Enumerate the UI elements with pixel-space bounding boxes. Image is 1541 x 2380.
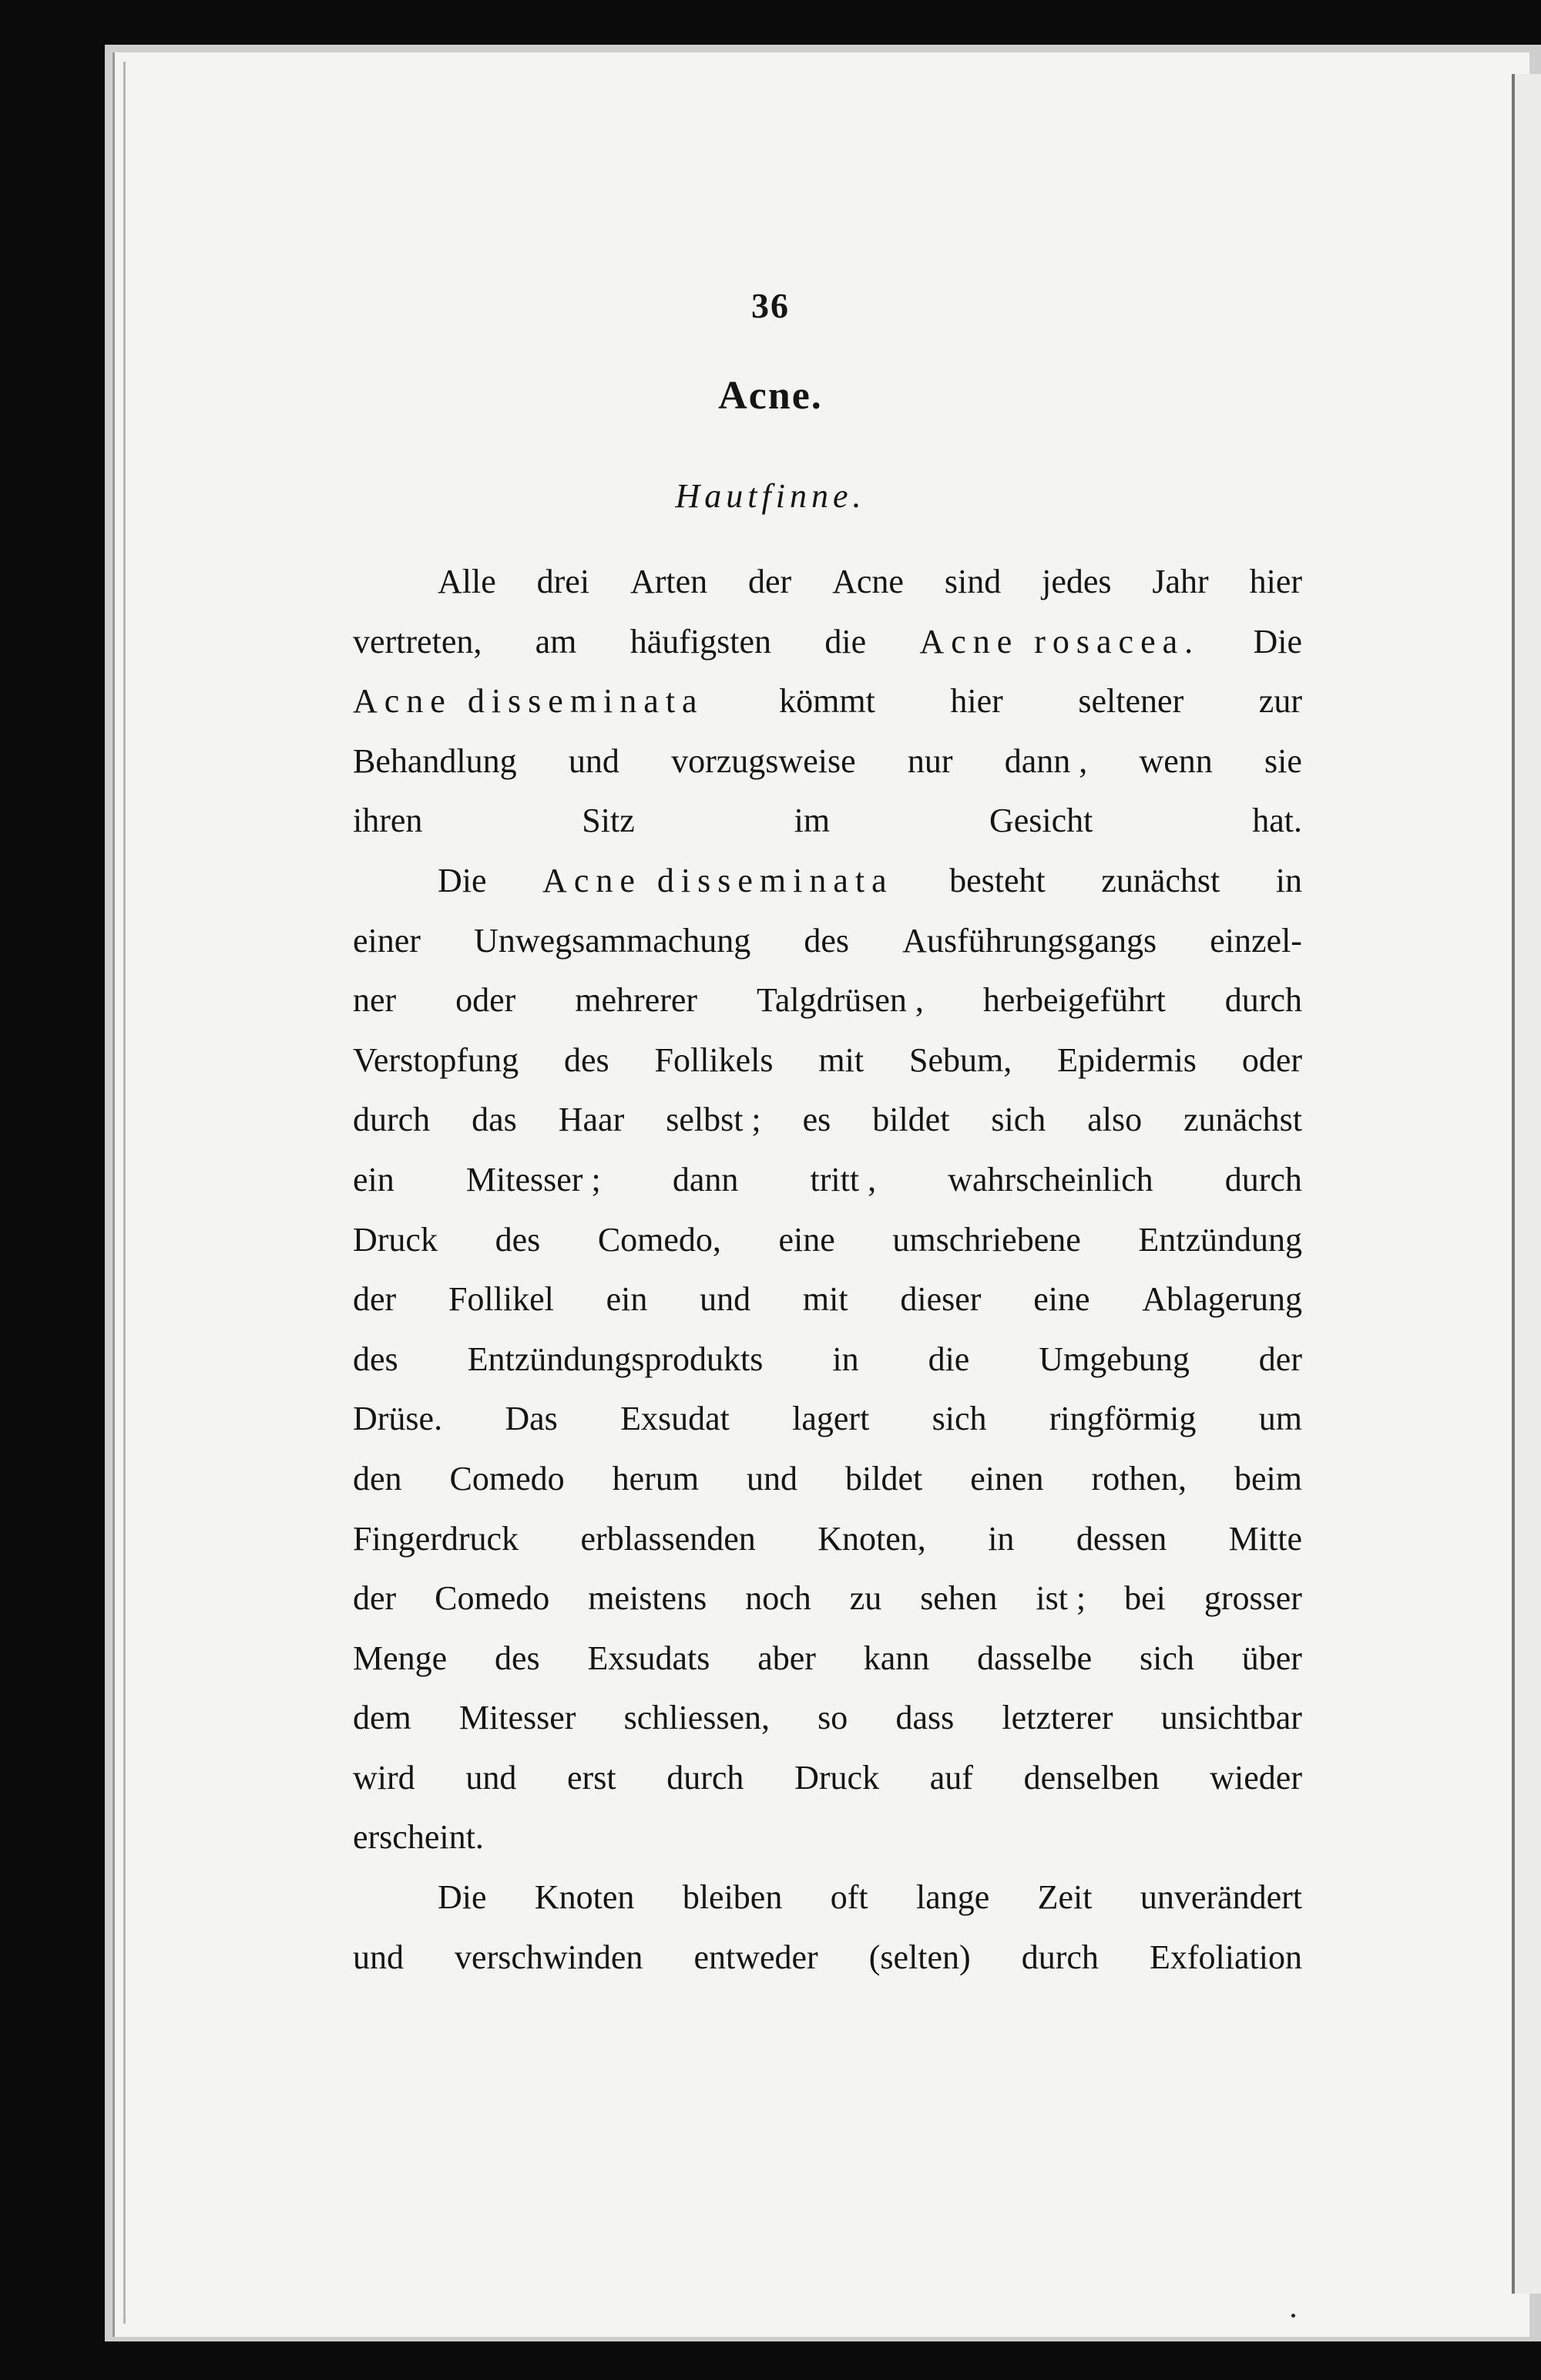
word: am xyxy=(535,622,577,661)
word: das xyxy=(472,1101,517,1139)
word: oder xyxy=(455,981,516,1020)
text-line xyxy=(353,1449,1302,1509)
word: die xyxy=(824,622,867,661)
word: mit xyxy=(818,1040,865,1079)
word: ein xyxy=(606,1280,648,1319)
word: der xyxy=(748,563,792,600)
word: Jahr xyxy=(1152,563,1209,600)
page-number: 36 xyxy=(751,286,790,325)
word: mit xyxy=(802,1280,848,1319)
chapter-title: Acne. xyxy=(718,374,823,418)
word: tritt , xyxy=(810,1160,877,1198)
word: und xyxy=(353,1938,404,1976)
word: erblassenden xyxy=(580,1519,756,1558)
word: Acne disseminata xyxy=(353,682,704,721)
word: oder xyxy=(1241,1040,1302,1079)
word: hier xyxy=(1249,563,1302,600)
word: dem xyxy=(353,1699,411,1737)
word: um xyxy=(1258,1400,1302,1438)
word: über xyxy=(1241,1639,1302,1677)
word: Die xyxy=(438,861,487,899)
word: zunächst xyxy=(1101,861,1220,899)
text-line xyxy=(353,1867,1302,1928)
word: Mitesser ; xyxy=(465,1160,601,1198)
word: in xyxy=(832,1340,859,1378)
word: sind xyxy=(944,563,1002,600)
text-line xyxy=(353,552,1302,612)
text-line xyxy=(353,1748,1302,1808)
word: dann xyxy=(672,1160,739,1198)
text-line xyxy=(353,612,1302,672)
word: des xyxy=(804,921,850,960)
word: besteht xyxy=(949,861,1046,899)
word: Behandlung xyxy=(353,741,517,780)
word: Exfoliation xyxy=(1149,1938,1302,1976)
word: schliessen, xyxy=(623,1699,770,1737)
text-line xyxy=(353,731,1302,792)
word: wieder xyxy=(1210,1758,1302,1797)
word: Druck xyxy=(794,1758,880,1797)
text-line xyxy=(353,1928,1302,1988)
word: auf xyxy=(929,1758,973,1797)
word: durch xyxy=(1021,1938,1099,1976)
word: Follikel xyxy=(448,1280,554,1319)
word: durch xyxy=(666,1758,744,1797)
word: Exsudats xyxy=(587,1639,710,1677)
word: aber xyxy=(757,1639,816,1677)
word: Unwegsammachung xyxy=(474,921,751,960)
word: zu xyxy=(849,1579,882,1618)
word: lagert xyxy=(792,1400,870,1438)
word: hat. xyxy=(1252,802,1302,840)
word: Comedo xyxy=(435,1579,550,1618)
word: Talgdrüsen , xyxy=(757,981,924,1020)
word: zur xyxy=(1258,682,1302,721)
word: und xyxy=(465,1758,517,1797)
text-line xyxy=(353,851,1302,911)
word: Mitte xyxy=(1228,1519,1302,1558)
word: noch xyxy=(745,1579,811,1618)
word: Haar xyxy=(558,1101,625,1139)
word: und xyxy=(568,741,619,780)
word: bildet xyxy=(872,1101,950,1139)
word: Ablagerung xyxy=(1142,1280,1302,1319)
word: Knoten, xyxy=(818,1519,926,1558)
word: einer xyxy=(353,921,421,960)
word: eine xyxy=(778,1220,835,1259)
word: die xyxy=(928,1340,970,1378)
text-line xyxy=(353,1629,1302,1689)
text-line xyxy=(353,1210,1302,1270)
word: Alle xyxy=(438,563,496,600)
word: Knoten xyxy=(534,1878,635,1917)
word: dass xyxy=(895,1699,955,1737)
text-line xyxy=(353,970,1302,1030)
word: vorzugsweise xyxy=(671,741,856,780)
word: umschriebene xyxy=(892,1220,1081,1259)
word: einzel- xyxy=(1210,921,1302,960)
word: Sebum, xyxy=(908,1040,1012,1079)
word: einen xyxy=(970,1459,1044,1498)
word: ihren xyxy=(353,802,423,840)
word: Umgebung xyxy=(1039,1340,1190,1378)
word: Die xyxy=(438,1878,487,1917)
word: drei xyxy=(536,563,590,600)
word: bleiben xyxy=(682,1878,783,1917)
word: sich xyxy=(932,1400,987,1438)
word: Mitesser xyxy=(458,1699,576,1737)
word: selbst ; xyxy=(666,1101,761,1139)
word: so xyxy=(818,1699,848,1737)
word: Sitz xyxy=(582,802,635,840)
word: jedes xyxy=(1042,563,1112,600)
word: verschwinden xyxy=(455,1938,643,1976)
word: rothen, xyxy=(1091,1459,1187,1498)
word: sich xyxy=(1140,1639,1194,1677)
word: kömmt xyxy=(779,682,875,721)
word: also xyxy=(1087,1101,1143,1139)
word: Exsudat xyxy=(620,1400,730,1438)
text-line xyxy=(353,911,1302,971)
word: ner xyxy=(353,981,397,1020)
word: Drüse. xyxy=(353,1400,443,1438)
word: Arten xyxy=(629,563,708,600)
word: letzterer xyxy=(1002,1699,1113,1737)
word: beim xyxy=(1234,1459,1302,1498)
word: Comedo xyxy=(449,1459,565,1498)
word: dieser xyxy=(900,1280,982,1319)
word: vertreten, xyxy=(353,622,482,661)
word: des xyxy=(353,1340,398,1378)
body-text xyxy=(353,552,1302,1987)
word: Follikels xyxy=(654,1040,774,1079)
word: seltener xyxy=(1078,682,1184,721)
word: Entzündung xyxy=(1138,1220,1302,1259)
word: zunächst xyxy=(1183,1101,1302,1139)
word: ringförmig xyxy=(1049,1400,1197,1438)
word: des xyxy=(563,1040,609,1079)
word: Ausführungsgangs xyxy=(902,921,1157,960)
word: Acne rosacea. xyxy=(919,622,1200,661)
word: unsichtbar xyxy=(1160,1699,1302,1737)
word: häufigsten xyxy=(629,622,772,661)
word: meistens xyxy=(588,1579,707,1618)
text-line xyxy=(353,1568,1302,1629)
word: wahrscheinlich xyxy=(948,1160,1153,1198)
word: kann xyxy=(863,1639,930,1677)
word: in xyxy=(988,1519,1015,1558)
word: Das xyxy=(505,1400,558,1438)
word: wird xyxy=(353,1758,415,1797)
ink-speck xyxy=(1291,2314,1295,2318)
word: grosser xyxy=(1204,1579,1302,1618)
word: sehen xyxy=(920,1579,998,1618)
word: herbeigeführt xyxy=(982,981,1166,1020)
word: ein xyxy=(353,1160,394,1198)
text-line xyxy=(353,1030,1302,1091)
word: es xyxy=(802,1101,831,1139)
word: im xyxy=(794,802,831,840)
word: der xyxy=(1258,1340,1302,1378)
word: Epidermis xyxy=(1057,1040,1197,1079)
word: nur xyxy=(907,741,953,780)
word: denselben xyxy=(1023,1758,1160,1797)
word: bildet xyxy=(845,1459,923,1498)
word: Die xyxy=(1253,622,1302,661)
word: Gesicht xyxy=(989,802,1093,840)
word: sich xyxy=(991,1101,1046,1139)
word: hier xyxy=(950,682,1003,721)
word: der xyxy=(353,1280,397,1319)
section-subtitle: Hautfinne. xyxy=(675,477,866,515)
text-line xyxy=(353,1269,1302,1330)
word: Verstopfung xyxy=(353,1040,519,1079)
word: herum xyxy=(612,1459,700,1498)
word: in xyxy=(1275,861,1302,899)
word: ist ; xyxy=(1036,1579,1086,1618)
word: durch xyxy=(353,1101,431,1139)
word: erst xyxy=(567,1758,616,1797)
text-line xyxy=(353,1090,1302,1150)
word: der xyxy=(353,1579,397,1618)
word: dann , xyxy=(1004,741,1088,780)
word: Zeit xyxy=(1037,1878,1093,1917)
word: eine xyxy=(1033,1280,1090,1319)
word: mehrerer xyxy=(575,981,698,1020)
text-line xyxy=(353,1389,1302,1449)
word: Menge xyxy=(353,1639,448,1677)
text-line xyxy=(353,1807,1302,1867)
text-line xyxy=(353,1150,1302,1210)
word: wenn xyxy=(1139,741,1213,780)
word: Acne disseminata xyxy=(542,861,894,899)
text-line xyxy=(353,671,1302,731)
text-line xyxy=(353,1509,1302,1569)
text-line xyxy=(353,791,1302,851)
word: (selten) xyxy=(868,1938,971,1976)
word: Fingerdruck xyxy=(353,1519,519,1558)
word: erscheint. xyxy=(353,1818,484,1857)
word: lange xyxy=(915,1878,990,1917)
word: Entzündungsprodukts xyxy=(467,1340,764,1378)
word: bei xyxy=(1124,1579,1166,1618)
word: oft xyxy=(830,1878,868,1917)
word: dasselbe xyxy=(977,1639,1093,1677)
word: und xyxy=(700,1280,751,1319)
word: Acne xyxy=(832,563,904,600)
word: des xyxy=(495,1220,541,1259)
word: dessen xyxy=(1076,1519,1167,1558)
word: des xyxy=(495,1639,540,1677)
word: sie xyxy=(1264,741,1302,780)
text-line xyxy=(353,1688,1302,1748)
word: durch xyxy=(1224,1160,1302,1198)
text-line xyxy=(353,1330,1302,1390)
word: Druck xyxy=(353,1220,438,1259)
word: entweder xyxy=(693,1938,818,1976)
word: und xyxy=(747,1459,798,1498)
word: Comedo, xyxy=(597,1220,721,1259)
word: den xyxy=(353,1459,402,1498)
word: unverändert xyxy=(1140,1878,1302,1917)
word: durch xyxy=(1224,981,1302,1020)
